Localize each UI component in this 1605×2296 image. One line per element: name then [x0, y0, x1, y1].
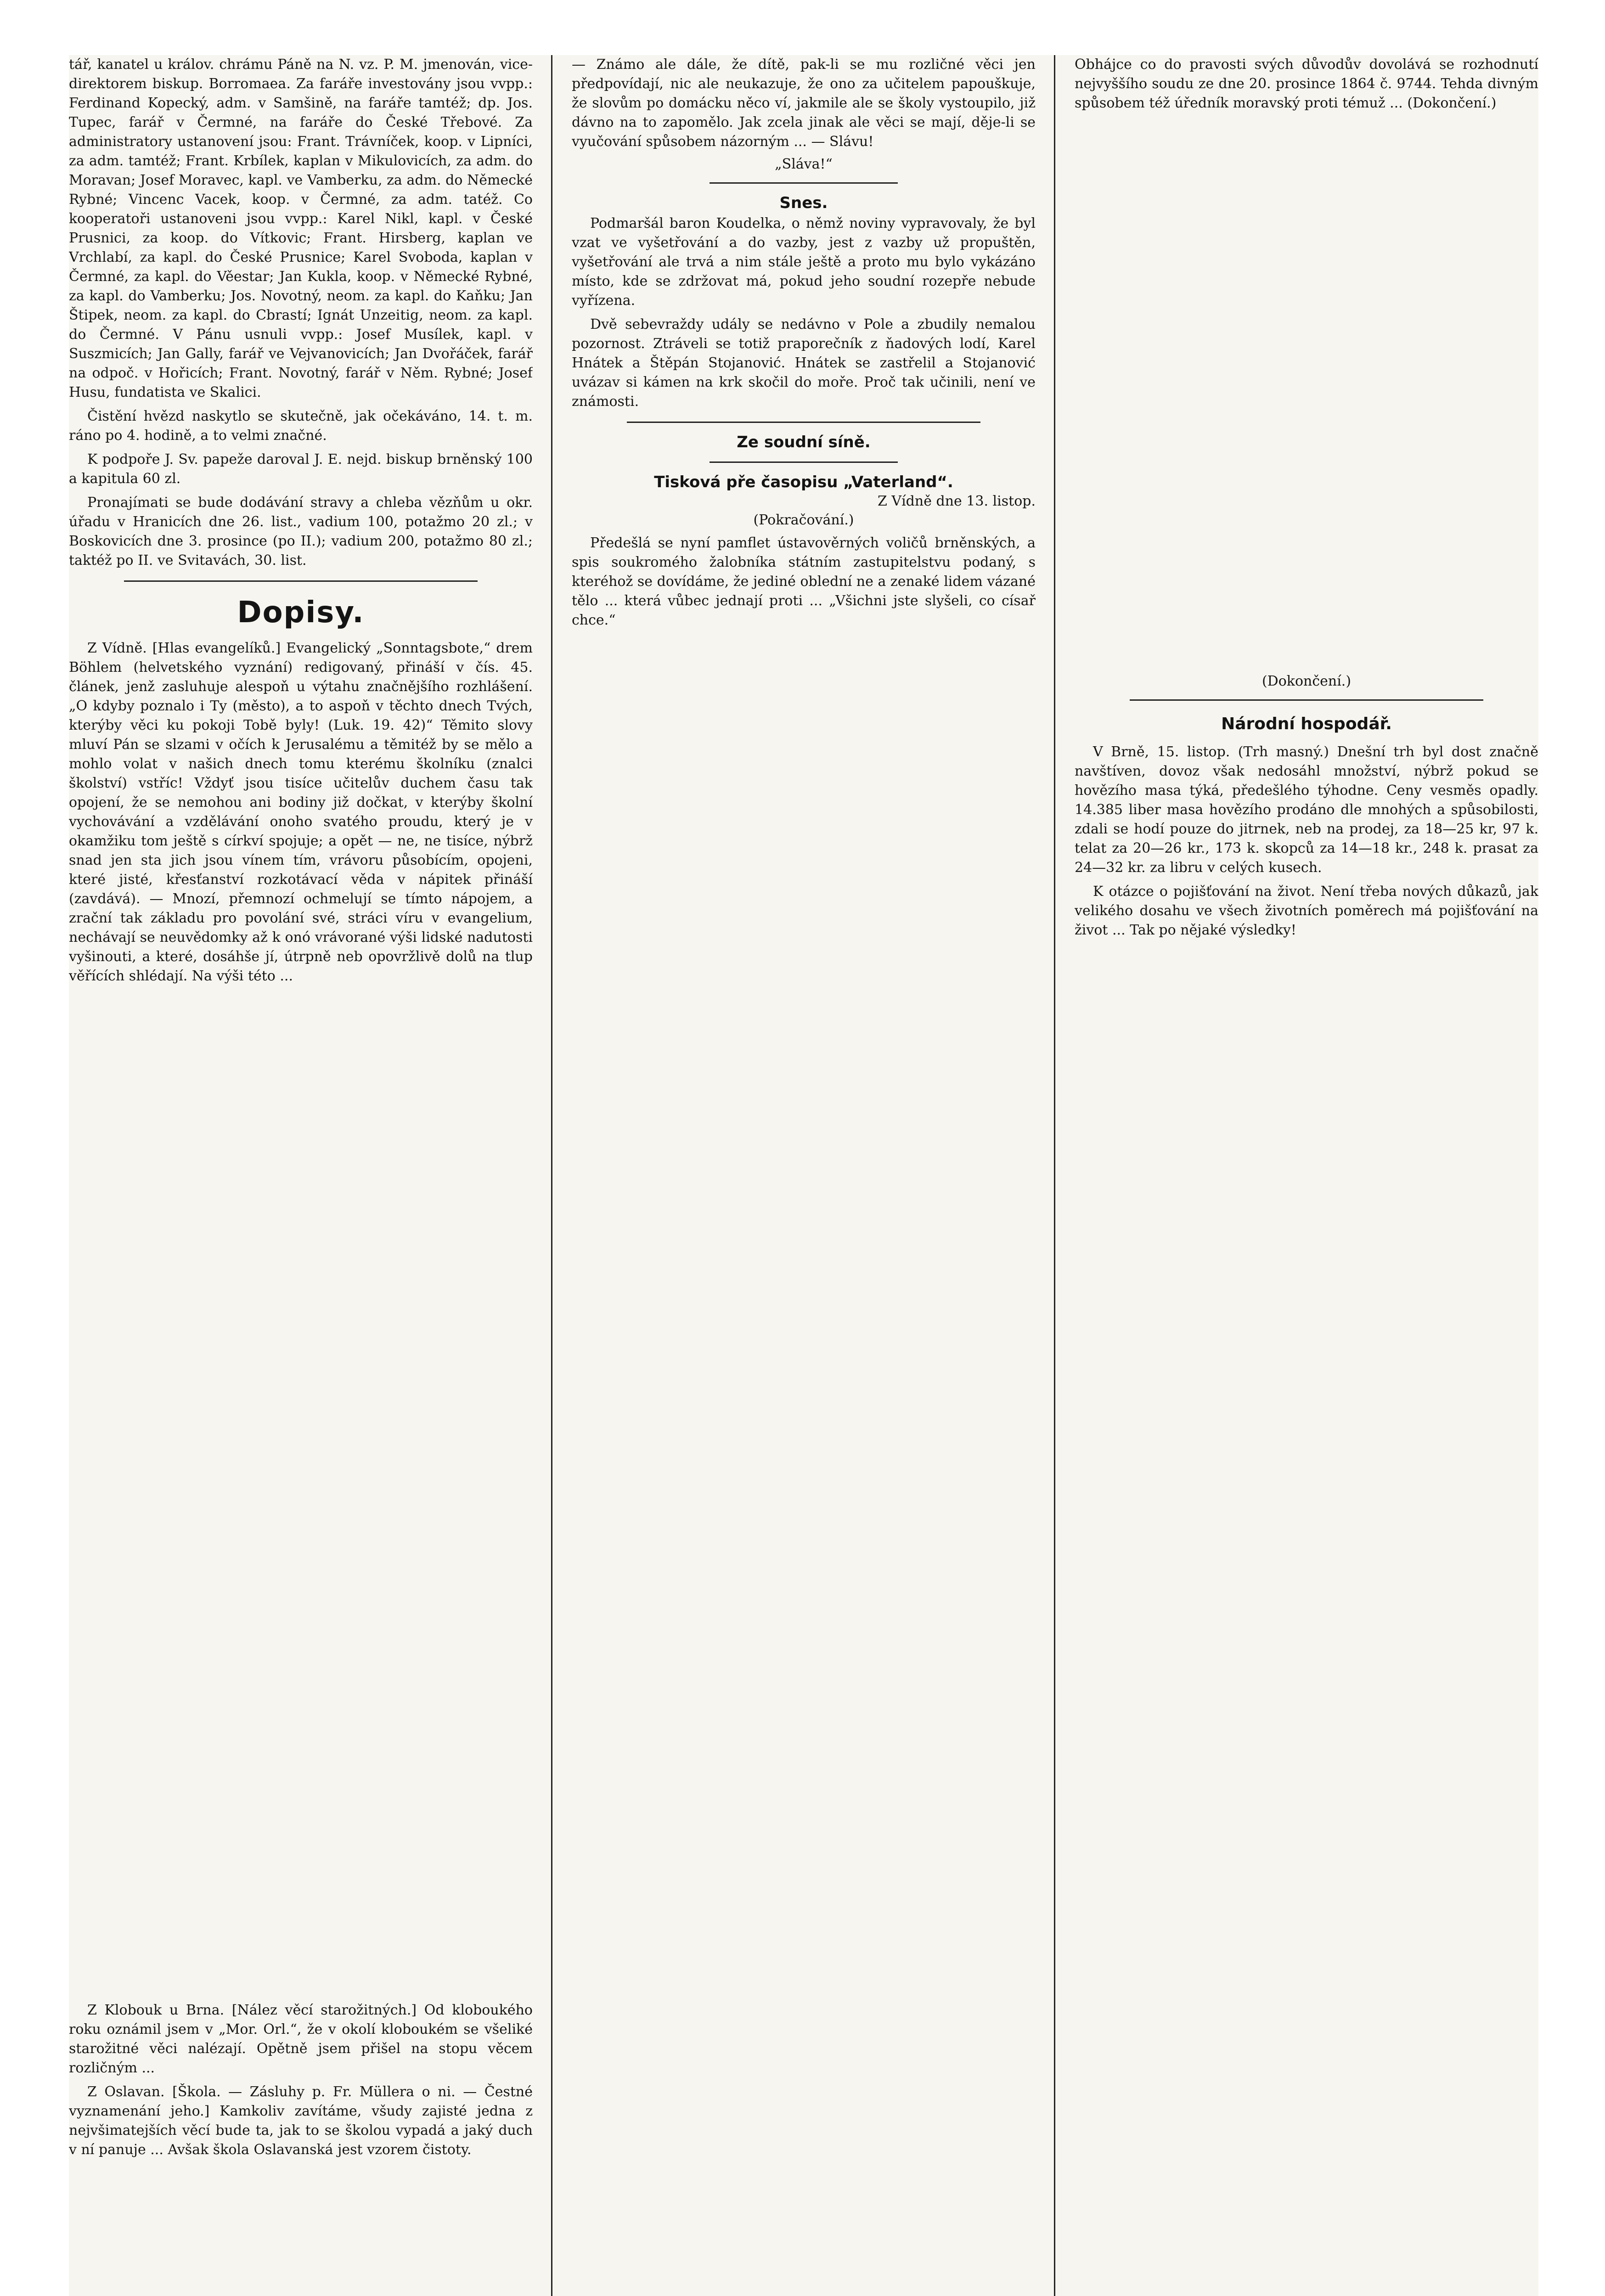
school-paragraph: — Známo ale dále, že dítě, pak-li se mu rozličné věci jen předpovídají, nic ale neukazuje, že ono za učitelem papouškuje, že slovům po domácku něco ví, jakmile ale se školy vystoupilo, již dávno na to zapomělo. Jak zcela jinak ale věci se mají, děje-li se vyučování spůsobem názorným ... — Slávu! — [572, 56, 1036, 150]
divider — [710, 461, 898, 463]
snes-heading: Snes. — [779, 194, 828, 212]
column-3 — [1075, 55, 1538, 2296]
vienna-paragraph: Z Vídně. [Hlas evangelíků.] Evangelický „Sonntagsbote,“ drem Böhlem (helvetského vyznání) redigovaný, přináší v čís. 45. článek, jenž zasluhuje alespoň u výtahu značnějšího rozhlášení. „O kdyby poznalo i Ty (město), a to aspoň v těchto dnech Tvých, kterýby věci ku pokoji Tobě byly! (Luk. 19. 42)“ Těmito slovy mluví Pán se slzami v očích k Jerusalému a těmitéž by se mělo a mohlo volat v našich dnech tomu kterému školníku (znalci školství) vstříc! Vždyť jsou tisíce učitelův duchem času tak opojení, že se nemohou ani bodiny již dočkat, v kterýby školní vychovávání a vzdělávání onoho svatého proudu, který je v okamžiku tom ještě s církví spojuje; a opět — ne, ne tisíce, nýbrž snad jen sta jich jsou vínem tím, vrávoru působícím, opojeni, které jisté, křesťanství rozkotávací věda v nápitek přináší (zavdává). — Mnozí, přemnozí ochmelují se tímto nápojem, a zrační tak základu pro povolání své, stráci víru v evangelium, nechávají se neuvědomky až k onó vrávorané výši lidské nadutosti vyšinouti, a které, dosáhše jí, útrpně neb opovržlivě dolů na tlup věřících shlédají. Na výši této ... — [69, 640, 533, 984]
stars-paragraph: Čistění hvězd naskytlo se skutečně, jak očekáváno, 14. t. m. ráno po 4. hodině, a to velmi značné. — [69, 408, 533, 444]
divider — [1130, 699, 1483, 701]
insurance-paragraph: K otázce o pojišťování na život. Není třeba nových důkazů, jak velikého dosahu ve všech životních poměrech má pojišťování na život ... Tak po nějaké výsledky! — [1075, 884, 1538, 938]
appointments-paragraph: tář, kanatel u králov. chrámu Páně na N. vz. P. M. jmenován, vice-direktorem biskup. Borromaea. Za faráře investovány jsou vvpp.: Ferdinand Kopecký, adm. v Samšině, na faráře tamtéž; dp. Jos. Tupec, farář v Čermné, na faráře do České Třebové. Za administratory ustanovení jsou: Frant. Trávníček, koop. v Lipníci, za adm. tamtéž; Frant. Krbílek, kaplan v Mikulovicích, za adm. do Moravan; Josef Moravec, kapl. ve Vamberku, za adm. do Německé Rybné; Vincenc Vacek, koop. v Čermné, za adm. tatéž. Co kooperatoři ustanoveni jsou vvpp.: Karel Nikl, kapl. v České Prusnici, za koop. do Vítkovic; Frant. Hirsberg, kaplan ve Vrchlabí, za kapl. do České Prusnice; Karel Svoboda, kaplan v Čermné, za kapl. do Věestar; Jan Kukla, koop. v Německé Rybné, za kapl. do Vamberku; Jos. Novotný, neom. za kapl. do Kaňku; Jan Štipek, neom. za kapl. do Cbrastí; Ignát Unzeitig, neom. za kapl. do Čermné. V Pánu usnuli vvpp.: Josef Musílek, kapl. v Suszmicích; Jan Gally, farář ve Vejvanovicích; Jan Dvořáček, farář na odpoč. v Hořicích; Frant. Novotný, farář v Něm. Rybné; Josef Husu, fundatista ve Skalici. — [69, 56, 533, 400]
dokonceni-note: (Dokončení.) — [1261, 673, 1352, 689]
oslavan-paragraph: Z Oslavan. [Škola. — Zásluhy p. Fr. Müllera o ni. — Čestné vyznamenání jeho.] Kamkoliv zavítáme, všudy zajisté jedna z nejvšimatejších věcí bude ta, jak to se školou vypadá a jaký duch v ní panuje ... Avšak škola Oslavanská jest vzorem čistoty. — [69, 2084, 533, 2158]
divider — [627, 422, 980, 423]
slava-signoff: „Sláva!“ — [775, 156, 833, 172]
defense-paragraph: Obhájce co do pravosti svých důvodův dovolává se rozhodnutí nejvyššího soudu ze dne 20. prosince 1864 č. 9744. Tehda divným spůsobem též úředník moravský proti témuž ... (Dokončení.) — [1075, 56, 1538, 111]
column-rule-1 — [551, 55, 552, 2296]
koudelka-paragraph: Podmaršál baron Koudelka, o němž noviny vypravovaly, že byl vzat ve vyšetřování a do vazby, jest z vazby už propuštěn, vyšetřování ale trvá a nim stále ještě a proto mu bylo vykázáno místo, kde se zdržovat má, pokud jeho soudní rozepře nebude vyřízena. — [572, 215, 1036, 309]
klobouk-paragraph: Z Klobouk u Brna. [Nález věcí starožitných.] Od kloboukého roku oznámil jsem v „Mor. Orl.“, že v okolí kloboukém se všeliké starožitné věci nalézají. Opětně jsem přišel na stopu věcem rozličným ... — [69, 2002, 533, 2076]
court-dateline: Z Vídně dne 13. listop. — [878, 493, 1036, 509]
donation-paragraph: K podpoře J. Sv. papeže daroval J. E. nejd. biskup brněnský 100 a kapitula 60 zl. — [69, 451, 533, 487]
newspaper-page — [69, 55, 1538, 2296]
lease-paragraph: Pronajímati se bude dodávání stravy a chleba vězňům u okr. úřadu v Hranicích dne 26. list., vadium 100, potažmo 20 zl.; v Boskovicích dne 3. prosince (po II.); vadium 200, potažmo 80 zl.; taktéž po II. ve Svitavách, 30. list. — [69, 495, 533, 568]
column-1 — [69, 55, 533, 2296]
divider — [710, 182, 898, 184]
text-block — [69, 990, 533, 2001]
column-2 — [572, 55, 1036, 2296]
suicides-paragraph: Dvě sebevraždy udály se nedávno v Pole a zbudily nemalou pozornost. Ztráveli se totiž praporečník z ňadových lodí, Karel Hnátek a Štěpán Stojanović. Hnátek se zastřelil a Stojanović uvázav si kámen na krk skočil do moře. Proč tak učinili, není ve známosti. — [572, 316, 1036, 410]
divider — [124, 580, 478, 582]
continued-note: (Pokračování.) — [753, 512, 854, 528]
hospodar-heading: Národní hospodář. — [1221, 715, 1392, 733]
court-subtitle: Tisková pře časopisu „Vaterland“. — [654, 473, 953, 491]
text-block — [1075, 118, 1538, 669]
court-heading: Ze soudní síně. — [737, 433, 871, 451]
column-rule-2 — [1054, 55, 1055, 2296]
market-paragraph: V Brně, 15. listop. (Trh masný.) Dnešní trh byl dost značně navštíven, dovoz však nedosáhl množství, nýbrž pokud se hovězího masa týká, předešlého týhodne. Ceny vesměs opadly. 14.385 liber masa hovězího prodáno dle mnohých a spůsobilosti, zdali se hodí pouze do jitrnek, neb na prodej, za 18—25 kr, 97 k. telat za 20—26 kr., 173 k. skopců za 14—18 kr., 248 k. prasat za 24—32 kr. za libru v celých kusech. — [1075, 744, 1538, 876]
court-paragraph: Předešlá se nyní pamflet ústavověrných voličů brněnských, a spis soukromého žalobníka státním zastupitelstvu podaný, s kteréhož se dovídáme, že jediné oblední ne a zenaké lidem vázané tělo ... která vůbec jednají proti ... „Všichni jste slyšeli, co císař chce.“ — [572, 535, 1036, 628]
dopisy-heading: Dopisy. — [237, 596, 365, 630]
